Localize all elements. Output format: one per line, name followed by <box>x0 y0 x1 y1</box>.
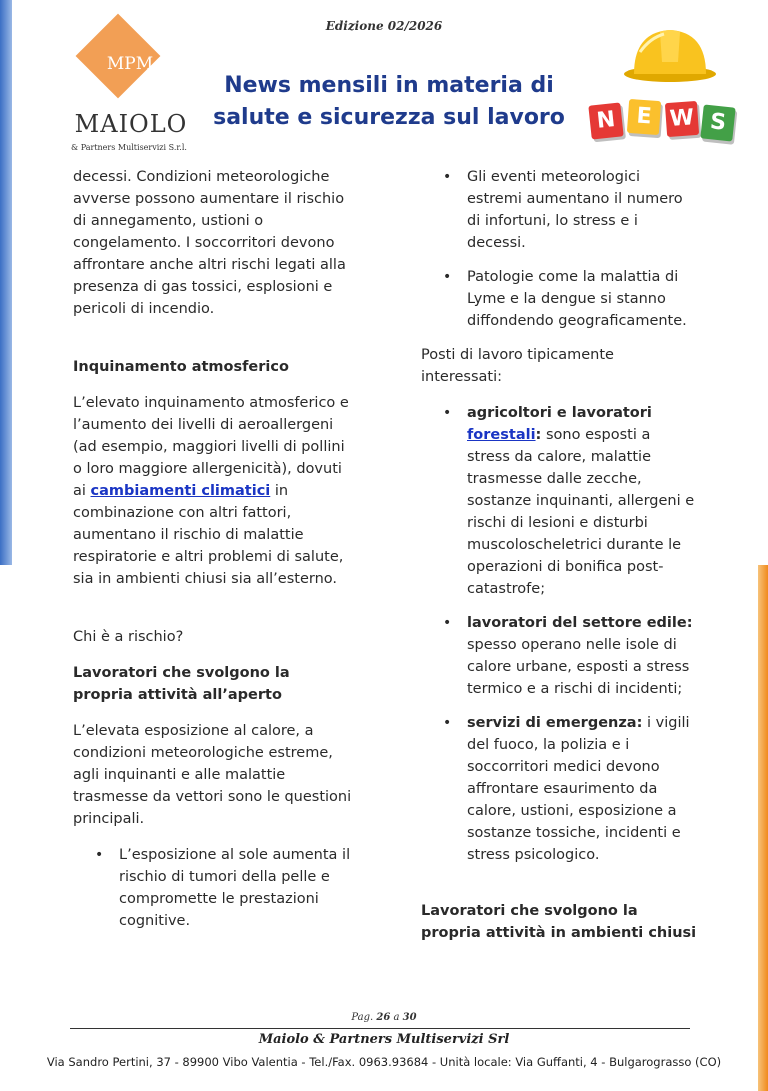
climate-change-link[interactable]: cambiamenti climatici <box>90 483 271 499</box>
intro-paragraph: decessi. Condizioni meteorologiche avverse possono aumentare il rischio di annegamento, ustioni o congelamento. I soccorritori devono affrontare anche altri rischi legati alla presenza di gas tossici, esplosioni e pericoli di incendio. <box>73 169 346 317</box>
footer-company: Maiolo & Partners Multiservizi Srl <box>258 1032 510 1047</box>
news-letter-w: W <box>665 101 699 137</box>
edition-label: Edizione 02/2026 <box>325 19 443 33</box>
list-item: • lavoratori del settore edile: spesso operano nelle isole di calore urbane, esposti a stress termico e a rischi di incidenti; <box>421 612 697 700</box>
left-column <box>73 166 353 944</box>
workplaces-intro: Posti di lavoro tipicamente interessati: <box>421 347 614 385</box>
list-item: • Patologie come la malattia di Lyme e la dengue si stanno diffondendo geograficamente. <box>421 266 697 332</box>
page-number: Pag. 26 a 30 <box>351 1012 417 1023</box>
footer-address: Via Sandro Pertini, 37 - 89900 Vibo Valentia - Tel./Fax. 0963.93684 - Unità locale: Via Guffanti, 4 - Bulgarograsso (CO) <box>46 1055 722 1069</box>
news-letter-s: S <box>700 104 735 141</box>
list-item: • Gli eventi meteorologici estremi aumentano il numero di infortuni, lo stress e i decessi. <box>421 166 697 254</box>
hard-hat-icon <box>620 22 716 84</box>
pollution-paragraph: L’elevato inquinamento atmosferico e l’aumento dei livelli di aeroallergeni (ad esempio, maggiori livelli di pollini o loro maggiore allergenicità), dovuti ai cambiamenti climatici in combinazione con altri fattori, aumentano il rischio di malattie respiratorie e altri problemi di salute, sia in ambienti chiusi sia all’esterno. <box>73 395 349 587</box>
right-column <box>421 166 697 958</box>
news-letter-n: N <box>588 102 623 139</box>
news-letter-e: E <box>627 99 661 135</box>
outdoor-bullet-list <box>73 844 353 932</box>
logo-name: MAIOLO <box>74 110 188 138</box>
company-logo <box>64 22 194 152</box>
outdoor-heading: Lavoratori che svolgono la propria attività all’aperto <box>73 665 290 703</box>
list-item: • L’esposizione al sole aumenta il rischio di tumori della pelle e compromette le prestazioni cognitive. <box>73 844 353 932</box>
footer-divider <box>70 1028 690 1029</box>
left-edge-decoration <box>0 0 12 565</box>
workers-bullet-list <box>421 402 697 866</box>
list-item: • servizi di emergenza: i vigili del fuoco, la polizia e i soccorritori medici devono affrontare esaurimento da calore, ustioni, esposizione a sostanze tossiche, incidenti e stress psicologico. <box>421 712 697 866</box>
list-item: • agricoltori e lavoratori forestali: sono esposti a stress da calore, malattie trasmesse dalle zecche, sostanze inquinanti, allergeni e rischi di lesioni e disturbi muscoloscheletrici durante le operazioni di bonifica post-catastrofe; <box>421 402 697 600</box>
forestali-link[interactable]: forestali <box>467 427 536 443</box>
title-line-2: salute e sicurezza sul lavoro <box>213 105 565 130</box>
risk-question: Chi è a rischio? <box>73 629 184 645</box>
effects-bullet-list <box>421 166 697 332</box>
logo-subtitle: & Partners Multiservizi S.r.l. <box>71 143 187 152</box>
page-title <box>200 70 578 134</box>
pollution-heading: Inquinamento atmosferico <box>73 359 289 375</box>
news-blocks-icon <box>588 98 738 142</box>
indoor-heading: Lavoratori che svolgono la propria attività in ambienti chiusi <box>421 903 697 941</box>
outdoor-paragraph: L’elevata esposizione al calore, a condizioni meteorologiche estreme, agli inquinanti e alle malattie trasmesse da vettori sono le questioni principali. <box>73 723 352 827</box>
title-line-1: News mensili in materia di <box>224 73 554 98</box>
logo-initials: MPM <box>106 54 154 74</box>
